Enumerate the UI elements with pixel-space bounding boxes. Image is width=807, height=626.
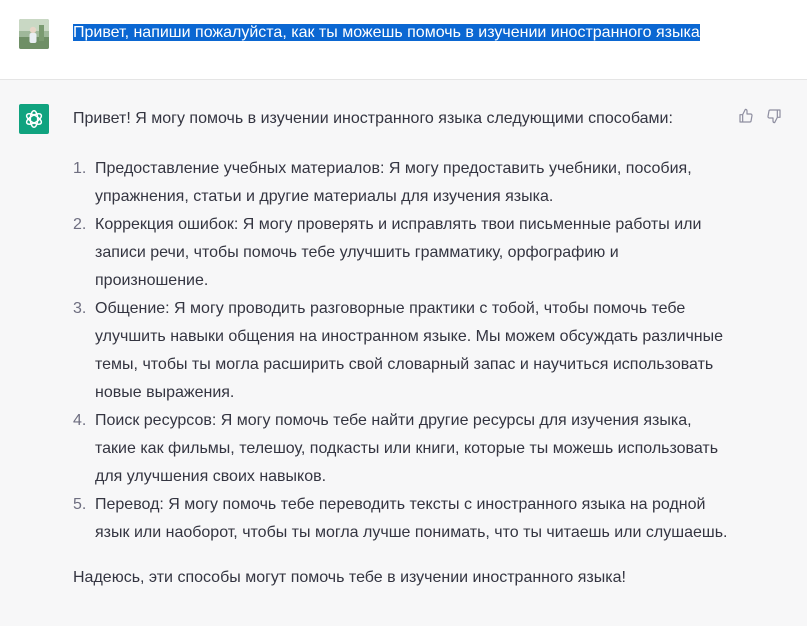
list-item-text: Перевод: Я могу помочь тебе переводить тексты с иностранного языка на родной язык или наоборот, чтобы ты могла лучше понимать, что ты читаешь или слушаешь. — [95, 496, 728, 541]
list-item-number: 3. — [73, 300, 87, 317]
list-item-number: 5. — [73, 496, 87, 513]
assistant-avatar — [19, 104, 49, 134]
user-message-text — [73, 22, 700, 44]
list-item — [73, 407, 733, 491]
openai-logo-icon — [23, 108, 45, 130]
list-item — [73, 295, 733, 407]
list-item-number: 4. — [73, 412, 87, 429]
list-item-number: 2. — [73, 216, 87, 233]
assistant-message-row — [0, 80, 807, 626]
list-item — [73, 491, 733, 547]
user-avatar — [19, 19, 49, 49]
list-item-text: Коррекция ошибок: Я могу проверять и исправлять твои письменные работы или записи речи, чтобы помочь тебе улучшить грамматику, орфографию и произношение. — [95, 216, 702, 289]
thumbs-down-button[interactable] — [765, 107, 783, 125]
selected-text: Привет, напиши пожалуйста, как ты можешь помочь в изучении иностранного языка — [73, 24, 700, 41]
list-item — [73, 211, 733, 295]
thumbs-up-button[interactable] — [737, 107, 755, 125]
thumbs-down-icon — [766, 108, 782, 124]
list-item-text: Предоставление учебных материалов: Я могу предоставить учебники, пособия, упражнения, статьи и другие материалы для изучения языка. — [95, 160, 692, 205]
list-item — [73, 155, 733, 211]
assistant-list — [73, 155, 733, 547]
user-message-row — [0, 0, 807, 80]
user-photo-avatar-icon — [19, 19, 49, 49]
list-item-number: 1. — [73, 160, 87, 177]
list-item-text: Общение: Я могу проводить разговорные практики с тобой, чтобы помочь тебе улучшить навыки общения на иностранном языке. Мы можем обсуждать различные темы, чтобы ты могла расширить свой словарный запас и научиться использовать новые выражения. — [95, 300, 724, 401]
list-item-text: Поиск ресурсов: Я могу помочь тебе найти другие ресурсы для изучения языка, такие как фильмы, телешоу, подкасты или книги, которые ты можешь использовать для улучшения своих навыков. — [95, 412, 719, 485]
assistant-outro: Надеюсь, эти способы могут помочь тебе в изучении иностранного языка! — [73, 569, 626, 586]
assistant-intro: Привет! Я могу помочь в изучении иностранного языка следующими способами: — [73, 110, 673, 127]
thumbs-up-icon — [738, 108, 754, 124]
